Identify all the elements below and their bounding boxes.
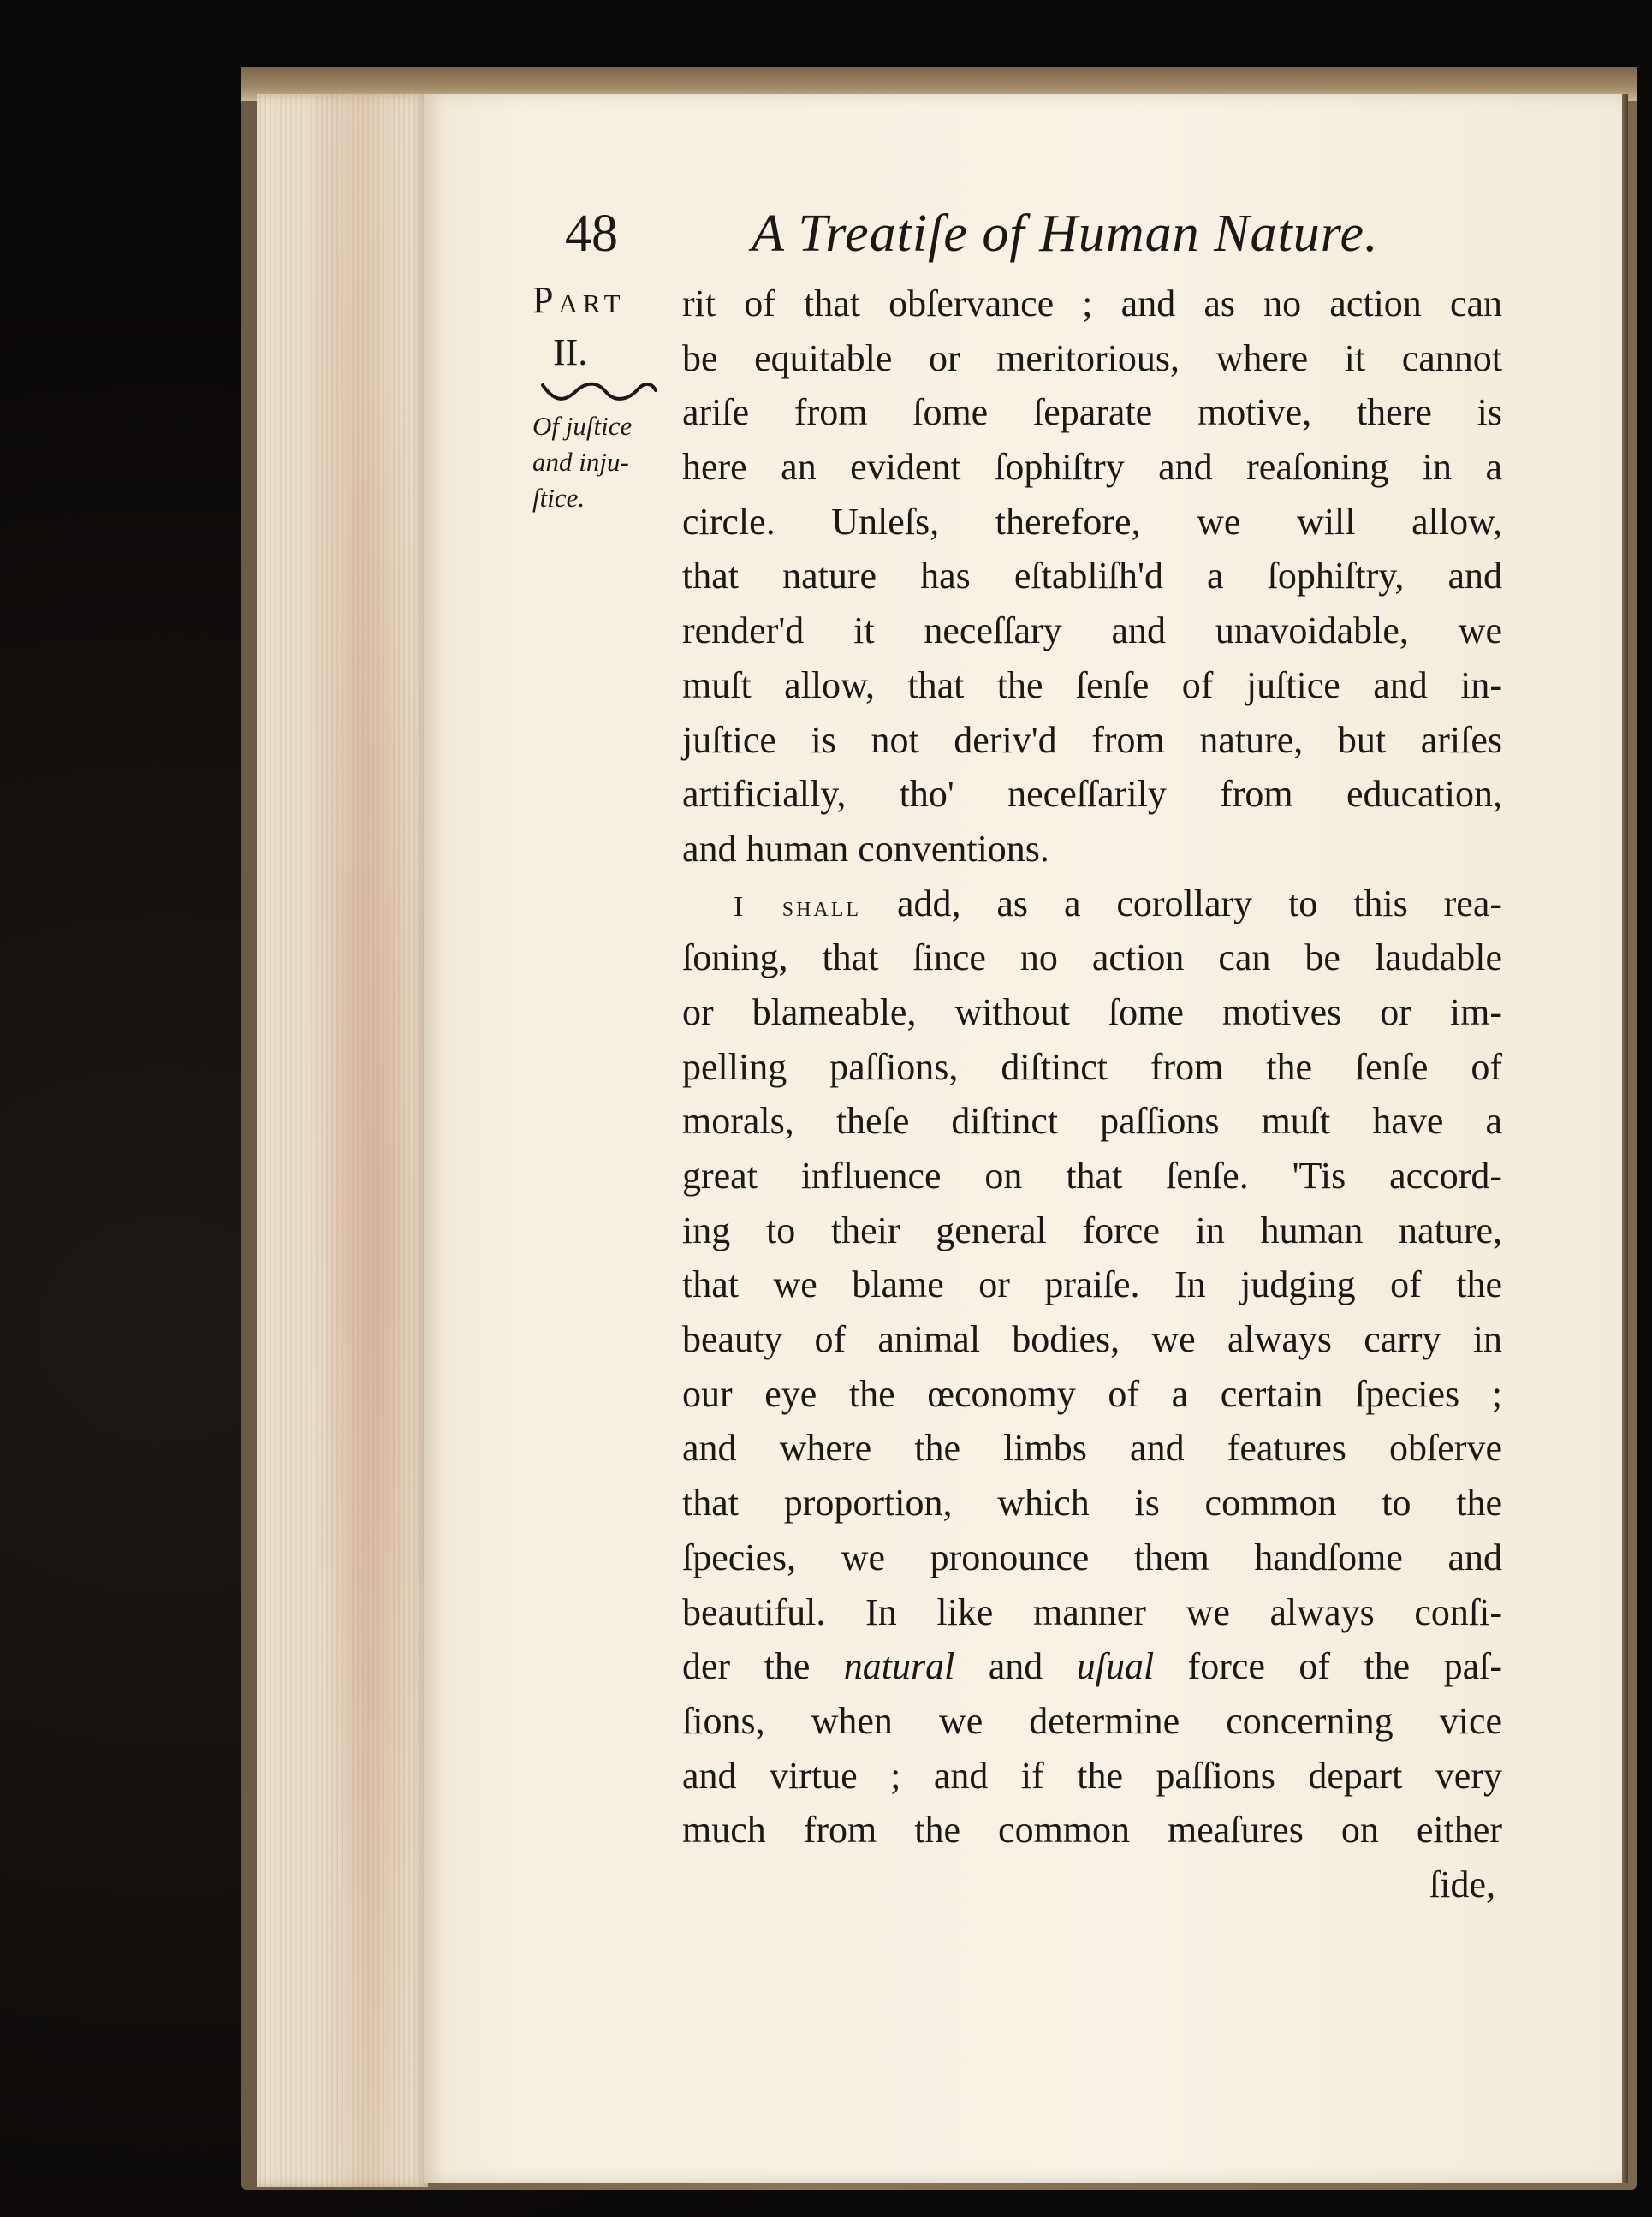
text-line: great influence on that ſenſe. 'Tis accord-	[682, 1155, 1502, 1197]
text-line: beauty of animal bodies, we always carry in	[682, 1318, 1502, 1361]
marginal-note-line: ſtice.	[532, 483, 585, 513]
text-line: ſpecies, we pronounce them handſome and	[682, 1536, 1502, 1578]
italic-word: natural	[843, 1645, 955, 1688]
paragraph-opening-line	[682, 877, 1502, 931]
part-label: Part	[532, 279, 626, 321]
text-line: morals, theſe diſtinct paſſions muſt have a	[682, 1100, 1502, 1143]
text-line: our eye the œconomy of a certain ſpecies ;	[682, 1372, 1502, 1415]
text-line: render'd it neceſſary and unavoidable, we	[682, 609, 1502, 652]
text-line: juſtice is not deriv'd from nature, but ariſes	[682, 718, 1502, 761]
marginal-note	[532, 274, 678, 516]
text-line: artificially, tho' neceſſarily from education,	[682, 773, 1502, 816]
text-line: pelling paſſions, diſtinct from the ſenſe of	[682, 1045, 1502, 1088]
text-line: circle. Unleſs, therefore, we will allow,	[682, 500, 1502, 543]
ornament-swash-icon	[539, 378, 659, 404]
marginal-note-line: Of juſtice	[532, 411, 633, 441]
text-line: and human conventions.	[682, 827, 1049, 870]
text-line: that nature has eſtabliſh'd a ſophiſtry, and	[682, 555, 1502, 597]
body-text	[682, 276, 1502, 1912]
text-line: ing to their general force in human nature,	[682, 1209, 1502, 1251]
opening-line-rest: add, as a corollary to this rea-	[896, 882, 1503, 924]
marginal-note-line: and inju-	[532, 447, 629, 477]
page-block-edges	[257, 94, 428, 2187]
page-number: 48	[565, 205, 618, 263]
catchword: ſide,	[1429, 1863, 1495, 1905]
text-line: be equitable or meritorious, where it cannot	[682, 336, 1502, 379]
text-line: beautiful. In like manner we always conſi-	[682, 1590, 1502, 1633]
part-number: II.	[553, 331, 588, 373]
text-line: ſoning, that ſince no action can be laudable	[682, 936, 1502, 979]
text-line: ſions, when we determine concerning vice	[682, 1699, 1502, 1742]
opening-small-caps: I shall	[734, 890, 862, 923]
text-line-with-italics: der the natural and uſual force of the paſ-	[682, 1645, 1503, 1688]
text-line: that proportion, which is common to the	[682, 1482, 1502, 1525]
italic-word: uſual	[1076, 1645, 1155, 1688]
text-line: that we blame or praiſe. In judging of the	[682, 1263, 1502, 1306]
text-line: and virtue ; and if the paſſions depart very	[682, 1754, 1502, 1797]
text-line: muſt allow, that the ſenſe of juſtice and in-	[682, 663, 1502, 706]
running-title: A Treatiſe of Human Nature.	[752, 205, 1379, 263]
text-line: here an evident ſophiſtry and reaſoning in a	[682, 446, 1502, 489]
text-line: ariſe from ſome ſeparate motive, there is	[682, 391, 1502, 434]
text-line: rit of that obſervance ; and as no action can	[682, 282, 1502, 324]
text-line: and where the limbs and features obſerve	[682, 1427, 1502, 1470]
text-line: or blameable, without ſome motives or im-	[682, 990, 1502, 1033]
text-line: much from the common meaſures on either	[682, 1809, 1502, 1851]
